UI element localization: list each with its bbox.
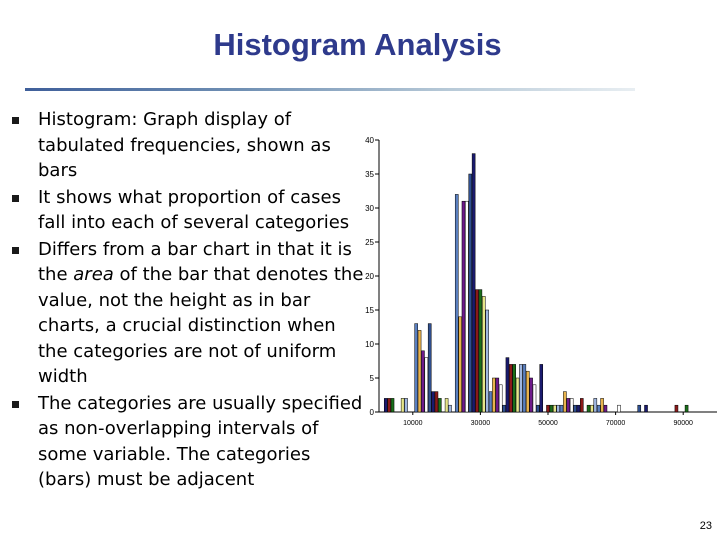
histogram-chart <box>355 120 720 440</box>
histogram-bar <box>685 405 688 412</box>
histogram-bar <box>432 392 435 412</box>
histogram-bar <box>530 378 533 412</box>
histogram-bar <box>492 378 495 412</box>
histogram-bar <box>438 398 441 412</box>
y-tick-label: 35 <box>365 170 374 179</box>
histogram-bar <box>526 371 529 412</box>
histogram-bar <box>570 398 573 412</box>
histogram-bar <box>496 378 499 412</box>
histogram-bar <box>597 405 600 412</box>
histogram-bar <box>567 398 570 412</box>
histogram-bar <box>435 392 438 412</box>
histogram-bar <box>479 290 482 412</box>
histogram-bar <box>604 405 607 412</box>
histogram-bar <box>553 405 556 412</box>
bullet-item <box>10 237 365 390</box>
x-tick-label: 30000 <box>470 420 491 427</box>
slide-title: Histogram Analysis <box>213 27 502 62</box>
histogram-bar <box>503 405 506 412</box>
square-bullet-icon <box>12 401 19 408</box>
bullet-text: It shows what proportion of cases fall into each of several categories <box>38 186 350 233</box>
title-divider <box>25 88 635 91</box>
histogram-bar <box>415 324 418 412</box>
histogram-bar <box>560 405 563 412</box>
histogram-bar <box>421 351 424 412</box>
bullet-text-part: Differs from a bar chart in that it is the <box>38 238 352 285</box>
bullet-text: Histogram: Graph display of tabulated frequencies, shown as bars <box>38 109 331 181</box>
square-bullet-icon <box>12 247 19 254</box>
bullet-text: The categories are usually specified as non-overlapping intervals of some variable. The categories (bars) must be adjacent <box>38 392 363 490</box>
histogram-bar <box>401 398 404 412</box>
y-tick-label: 25 <box>365 238 374 247</box>
y-tick-label: 30 <box>365 204 374 213</box>
histogram-bar <box>577 405 580 412</box>
histogram-bar <box>448 405 451 412</box>
square-bullet-icon <box>12 117 19 124</box>
y-tick-label: 0 <box>369 408 374 417</box>
bullet-item <box>10 185 365 236</box>
histogram-bar <box>465 201 468 412</box>
histogram-bar <box>428 324 431 412</box>
histogram-bar <box>546 405 549 412</box>
histogram-bar <box>462 201 465 412</box>
x-tick-label: 90000 <box>673 420 693 427</box>
histogram-bar <box>516 378 519 412</box>
bullet-item <box>10 391 365 493</box>
histogram-bar <box>486 310 489 412</box>
histogram-bar <box>590 405 593 412</box>
histogram-bar <box>594 398 597 412</box>
histogram-bar <box>509 364 512 412</box>
histogram-bar <box>617 405 620 412</box>
histogram-bar <box>418 330 421 412</box>
x-tick-label: 10000 <box>403 420 423 427</box>
square-bullet-icon <box>12 195 19 202</box>
histogram-bar <box>475 290 478 412</box>
y-tick-label: 10 <box>365 340 374 349</box>
y-tick-label: 5 <box>369 374 374 383</box>
histogram-bar <box>513 364 516 412</box>
x-tick-label: 50000 <box>538 420 558 427</box>
histogram-bar <box>455 194 458 412</box>
histogram-bar <box>601 398 604 412</box>
histogram-bar <box>391 398 394 412</box>
histogram-bar <box>644 405 647 412</box>
histogram-bar <box>536 405 539 412</box>
histogram-bar <box>557 405 560 412</box>
histogram-bar <box>472 154 475 412</box>
bullet-list <box>10 107 365 494</box>
histogram-bar <box>638 405 641 412</box>
histogram-bar <box>675 405 678 412</box>
histogram-svg <box>355 120 720 440</box>
page-number: 23 <box>699 520 712 532</box>
y-tick-label: 20 <box>365 272 374 281</box>
y-tick-label: 40 <box>365 136 374 145</box>
x-tick-label: 70000 <box>605 420 626 427</box>
histogram-bar <box>388 398 391 412</box>
histogram-bar <box>469 174 472 412</box>
histogram-bar <box>519 364 522 412</box>
histogram-bar <box>384 398 387 412</box>
histogram-bar <box>459 317 462 412</box>
histogram-bar <box>563 392 566 412</box>
histogram-bar <box>405 398 408 412</box>
bullet-emphasis: area <box>73 264 114 285</box>
bullet-text-part: of the bar that denotes the value, not the height as in bar charts, a crucial distinction when the categories are not of uniform width <box>38 264 364 387</box>
y-tick-label: 15 <box>365 306 374 315</box>
histogram-bar <box>540 364 543 412</box>
histogram-bar <box>580 398 583 412</box>
histogram-bar <box>587 405 590 412</box>
histogram-bar <box>489 392 492 412</box>
histogram-bar <box>499 385 502 412</box>
histogram-bar <box>533 385 536 412</box>
histogram-bar <box>574 405 577 412</box>
histogram-bar <box>482 296 485 412</box>
histogram-bar <box>445 398 448 412</box>
histogram-bar <box>425 358 428 412</box>
bullet-item <box>10 107 365 184</box>
histogram-bar <box>550 405 553 412</box>
histogram-bar <box>523 364 526 412</box>
histogram-bar <box>506 358 509 412</box>
